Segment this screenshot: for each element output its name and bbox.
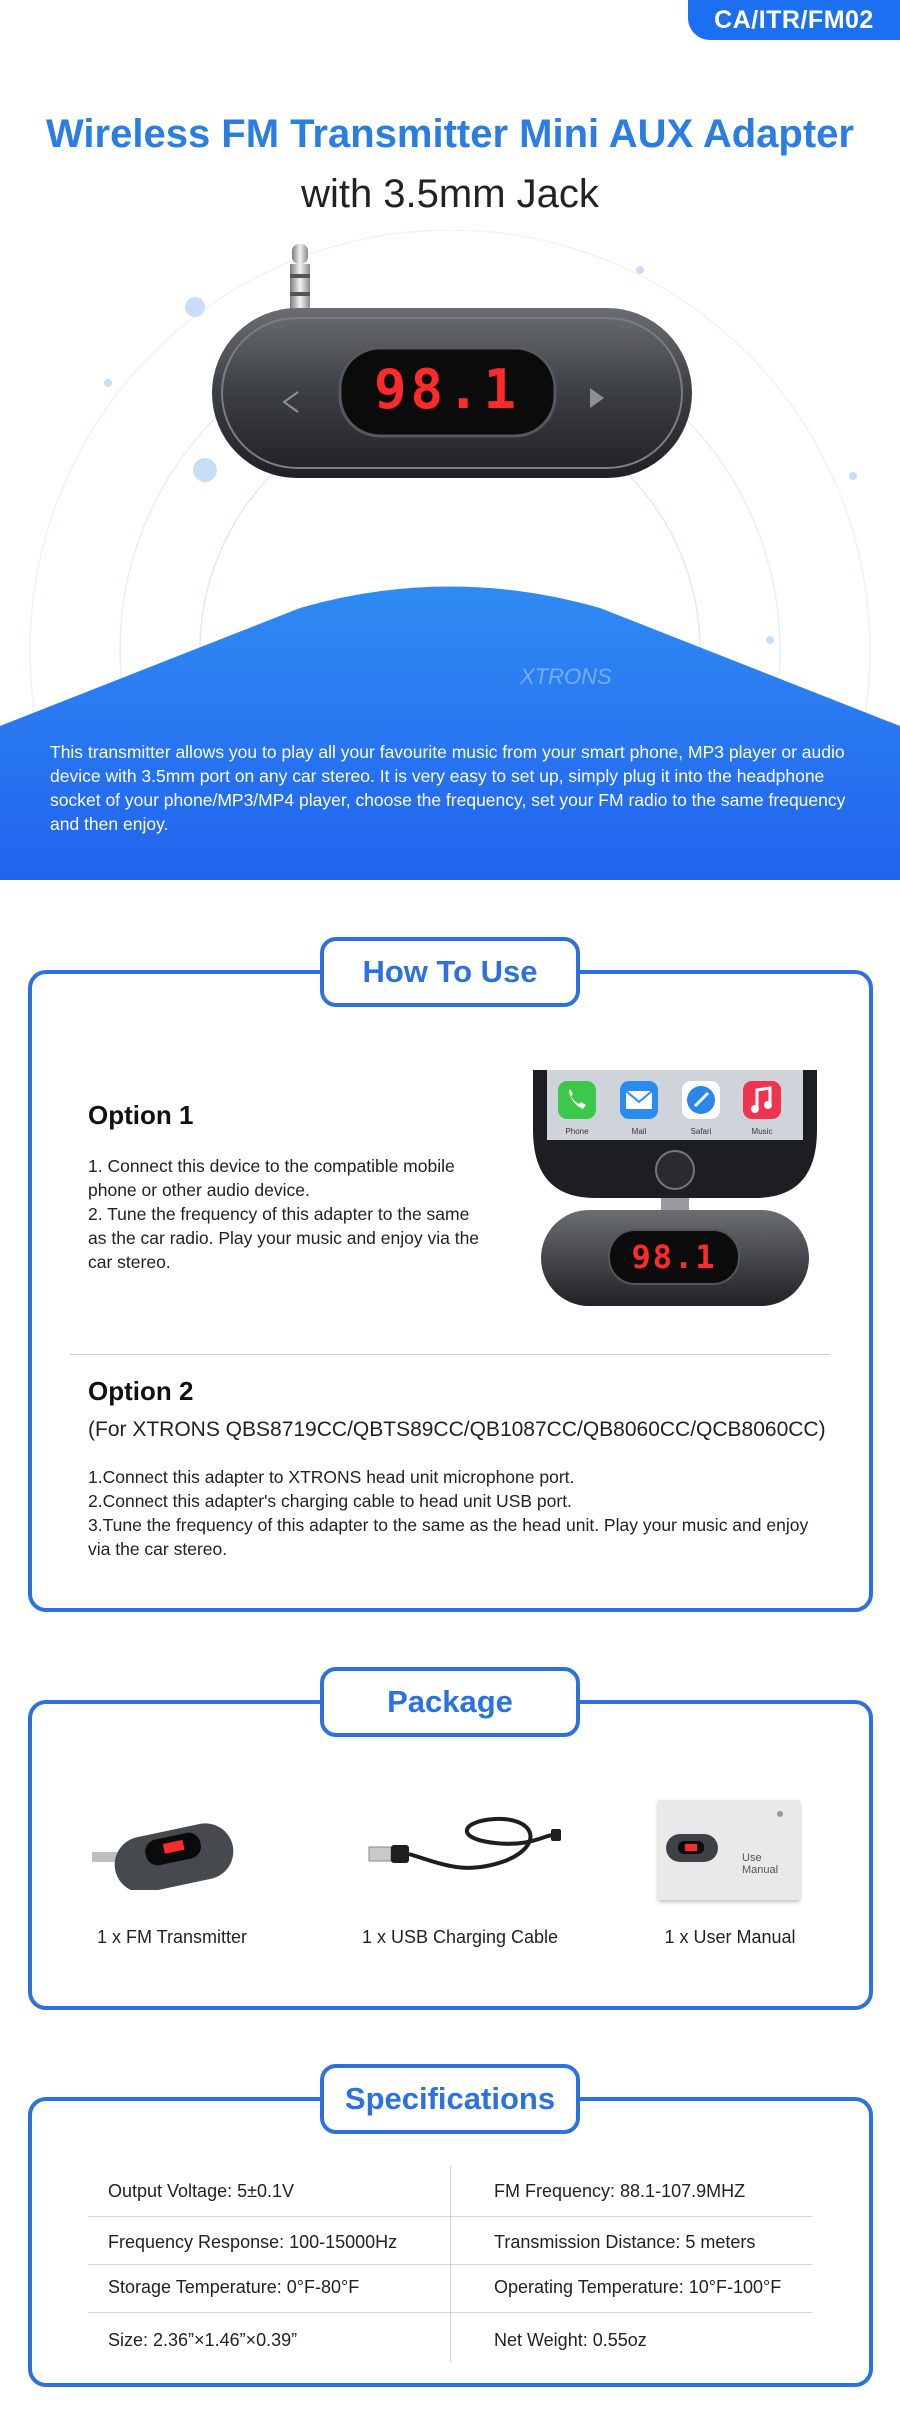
spec-size: Size: 2.36”×1.46”×0.39” <box>108 2330 298 2350</box>
model-badge: CA/ITR/FM02 <box>688 0 900 40</box>
option1-display-value: 98.1 <box>631 1238 717 1276</box>
option2-step-1: 1.Connect this adapter to XTRONS head unit microphone port. <box>88 1467 575 1487</box>
spec-row-divider <box>88 2216 812 2217</box>
spec-fm-frequency: FM Frequency: 88.1-107.9MHZ <box>494 2181 746 2201</box>
spec-operating-temperature: Operating Temperature: 10°F-100°F <box>494 2277 782 2297</box>
package-item-fm-transmitter: 1 x FM Transmitter <box>96 1927 248 1947</box>
spec-net-weight: Net Weight: 0.55oz <box>494 2330 647 2350</box>
option2-step-3: 3.Tune the frequency of this adapter to the same as the head unit. Play your music and enjoy via the car stereo. <box>88 1515 809 1559</box>
spec-storage-temperature: Storage Temperature: 0°F-80°F <box>108 2277 360 2297</box>
hero-watermark: XTRONS <box>520 664 612 689</box>
specifications-tab: Specifications <box>320 2064 580 2134</box>
hero-description: This transmitter allows you to play all your favourite music from your smart phone, MP3 player or audio device with 3.5mm port on any car stereo. It is very easy to set up, simply plug it into the headphone socket of your phone/MP3/MP4 player, choose the frequency, set your FM radio to the same frequency and then enjoy. <box>50 742 846 834</box>
app-label-music: Music <box>751 1127 773 1136</box>
usb-cable-image <box>365 1805 565 1885</box>
phone-with-transmitter-image <box>525 1070 825 1330</box>
option1-step-2: 2. Tune the frequency of this adapter to the same as the car radio. Play your music and enjoy via the car stereo. <box>88 1204 480 1272</box>
spec-output-voltage: Output Voltage: 5±0.1V <box>108 2181 295 2201</box>
option2-subtitle: (For XTRONS QBS8719CC/QBTS89CC/QB1087CC/QB8060CC/QCB8060CC) <box>88 1418 826 1441</box>
spec-frequency-response: Frequency Response: 100-15000Hz <box>108 2232 398 2252</box>
manual-title: Use Manual <box>742 1852 779 1876</box>
music-app-icon <box>743 1081 781 1119</box>
package-tab: Package <box>320 1667 580 1737</box>
spec-transmission-distance: Transmission Distance: 5 meters <box>494 2232 756 2252</box>
option2-title: Option 2 <box>88 1376 194 1406</box>
option1-step-1: 1. Connect this device to the compatible mobile phone or other audio device. <box>88 1156 455 1200</box>
app-label-phone: Phone <box>565 1127 589 1136</box>
spec-row-divider <box>88 2312 812 2313</box>
home-button-icon <box>656 1151 694 1189</box>
option1-title: Option 1 <box>88 1100 194 1130</box>
phone-app-icon <box>558 1081 596 1119</box>
package-item-usb-cable: 1 x USB Charging Cable <box>361 1927 559 1947</box>
user-manual-image <box>658 1800 800 1900</box>
manual-device-icon <box>658 1800 800 1900</box>
option2-step-2: 2.Connect this adapter's charging cable to head unit USB port. <box>88 1491 572 1511</box>
option-divider <box>70 1354 830 1355</box>
fm-transmitter-image <box>92 1790 242 1890</box>
page-subtitle: with 3.5mm Jack <box>301 172 599 216</box>
app-label-mail: Mail <box>631 1127 647 1136</box>
hero-display-value: 98.1 <box>373 358 521 421</box>
app-label-safari: Safari <box>690 1127 712 1136</box>
how-to-use-tab: How To Use <box>320 937 580 1007</box>
page-title: Wireless FM Transmitter Mini AUX Adapter <box>46 112 854 156</box>
spec-row-divider <box>88 2264 812 2265</box>
package-item-user-manual: 1 x User Manual <box>664 1927 796 1947</box>
